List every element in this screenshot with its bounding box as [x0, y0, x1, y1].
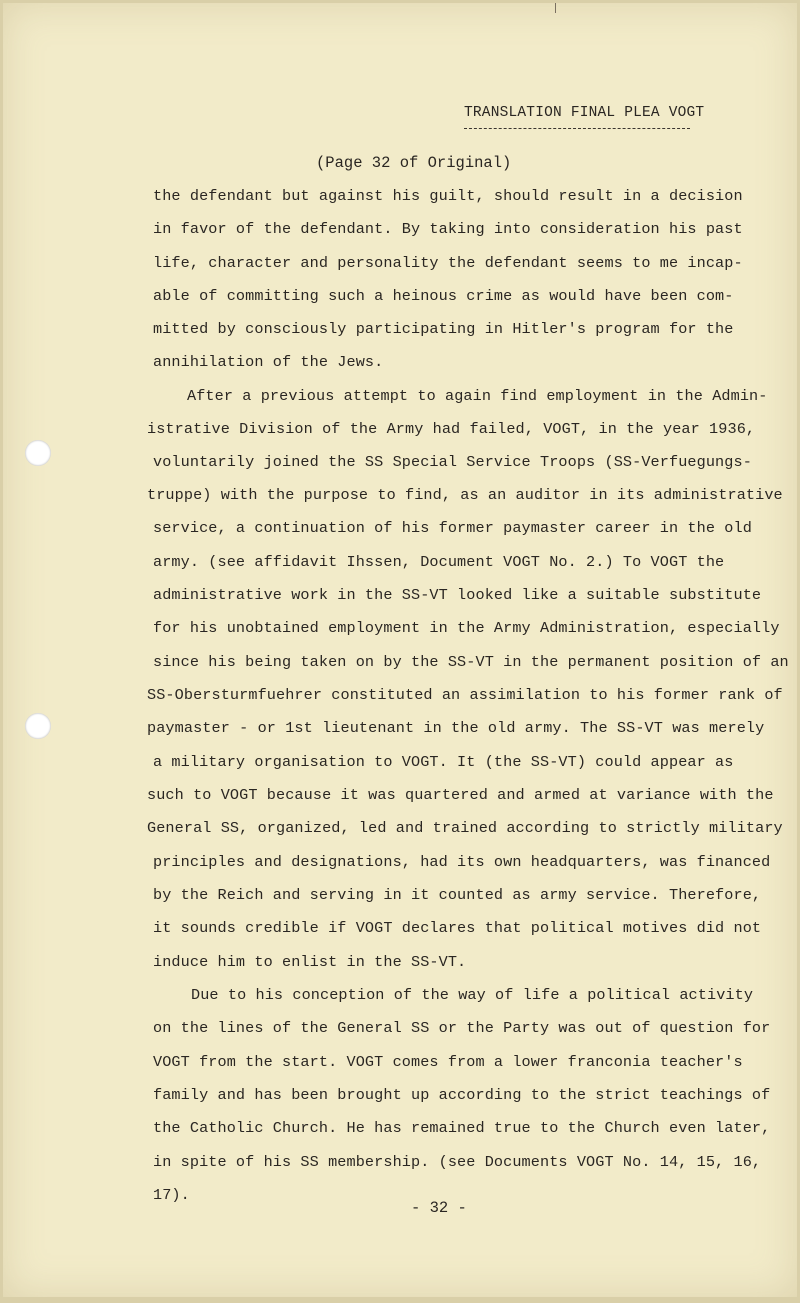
body-line: in spite of his SS membership. (see Documents VOGT No. 14, 15, 16,: [153, 1153, 762, 1171]
body-line: family and has been brought up according to the strict teachings of: [153, 1086, 771, 1104]
body-line: truppe) with the purpose to find, as an auditor in its administrative: [147, 486, 783, 504]
body-line: principles and designations, had its own headquarters, was financed: [153, 853, 771, 871]
document-header: TRANSLATION FINAL PLEA VOGT: [464, 105, 705, 121]
body-line: by the Reich and serving in it counted as army service. Therefore,: [153, 886, 762, 904]
punch-hole-bottom: [25, 713, 51, 739]
body-line: paymaster - or 1st lieutenant in the old army. The SS-VT was merely: [147, 719, 765, 737]
body-line: since his being taken on by the SS-VT in the permanent position of an: [153, 653, 789, 671]
body-line: in favor of the defendant. By taking into consideration his past: [153, 220, 743, 238]
header-underline: [464, 128, 690, 129]
body-line: for his unobtained employment in the Army Administration, especially: [153, 619, 780, 637]
body-line: SS-Obersturmfuehrer constituted an assimilation to his former rank of: [147, 686, 783, 704]
page-number: - 32 -: [411, 1199, 467, 1217]
body-line: induce him to enlist in the SS-VT.: [153, 953, 467, 971]
page-reference: (Page 32 of Original): [316, 154, 512, 172]
document-page: [3, 3, 797, 1297]
body-line: such to VOGT because it was quartered and armed at variance with the: [147, 786, 774, 804]
body-line: a military organisation to VOGT. It (the SS-VT) could appear as: [153, 753, 734, 771]
body-line: able of committing such a heinous crime as would have been com-: [153, 287, 734, 305]
body-line: army. (see affidavit Ihssen, Document VOGT No. 2.) To VOGT the: [153, 553, 725, 571]
body-line: General SS, organized, led and trained according to strictly military: [147, 819, 783, 837]
body-line: mitted by consciously participating in Hitler's program for the: [153, 320, 734, 338]
body-line: istrative Division of the Army had failed, VOGT, in the year 1936,: [147, 420, 756, 438]
body-line: VOGT from the start. VOGT comes from a lower franconia teacher's: [153, 1053, 743, 1071]
body-line: on the lines of the General SS or the Party was out of question for: [153, 1019, 771, 1037]
body-line: administrative work in the SS-VT looked like a suitable substitute: [153, 586, 762, 604]
body-line: Due to his conception of the way of life a political activity: [191, 986, 754, 1004]
body-line: annihilation of the Jews.: [153, 353, 384, 371]
body-line: life, character and personality the defendant seems to me incap-: [153, 254, 743, 272]
body-line: After a previous attempt to again find employment in the Admin-: [187, 387, 768, 405]
top-tick-mark: [555, 3, 556, 13]
body-line: it sounds credible if VOGT declares that political motives did not: [153, 919, 762, 937]
body-line: 17).: [153, 1186, 190, 1204]
body-line: service, a continuation of his former paymaster career in the old: [153, 519, 752, 537]
body-line: the defendant but against his guilt, should result in a decision: [153, 187, 743, 205]
body-line: voluntarily joined the SS Special Service Troops (SS-Verfuegungs-: [153, 453, 752, 471]
punch-hole-top: [25, 440, 51, 466]
body-line: the Catholic Church. He has remained true to the Church even later,: [153, 1119, 771, 1137]
